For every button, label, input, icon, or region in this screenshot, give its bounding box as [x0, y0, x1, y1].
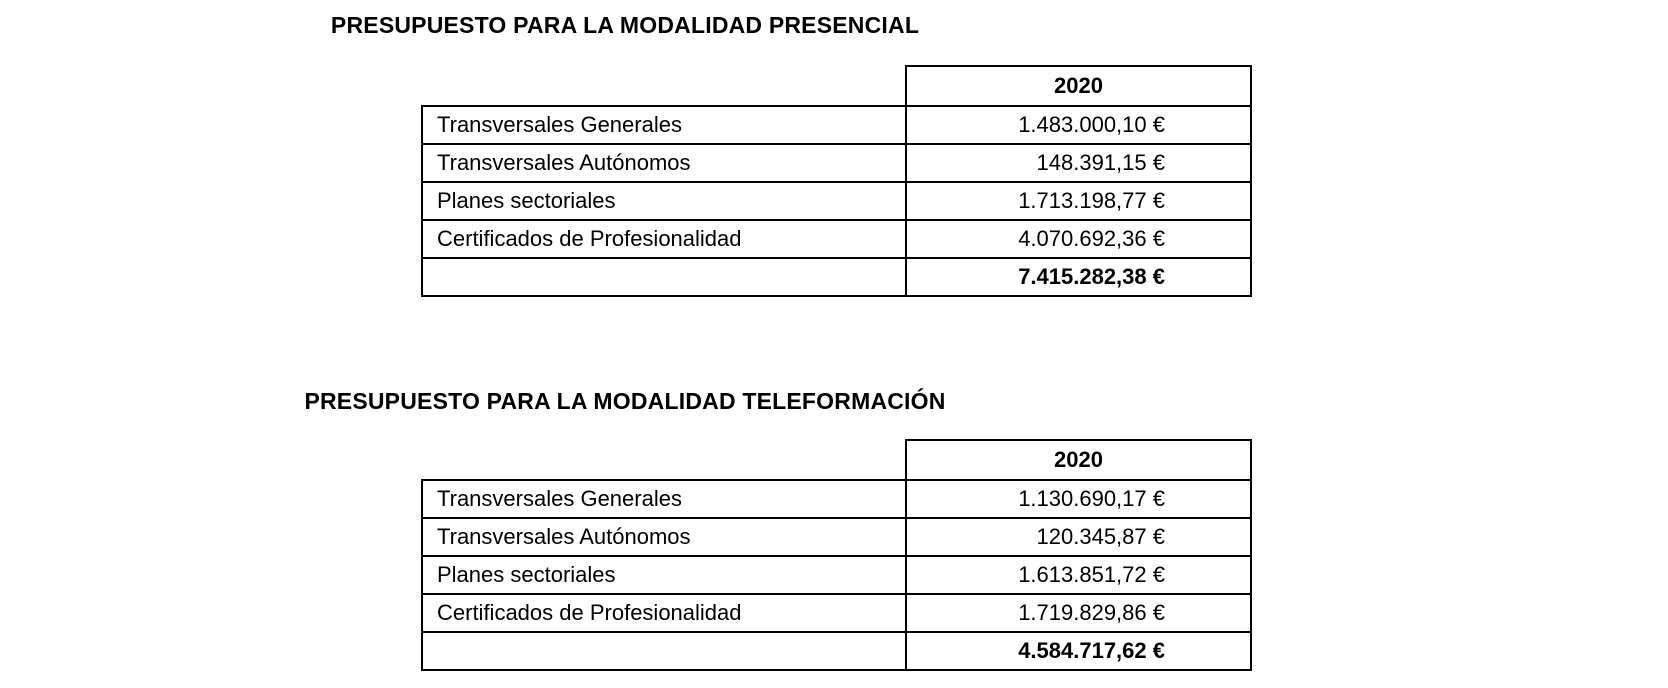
row-value: 1.713.198,77 € [906, 182, 1251, 220]
header-empty-cell [422, 66, 906, 106]
row-label: Certificados de Profesionalidad [422, 594, 906, 632]
row-label: Planes sectoriales [422, 182, 906, 220]
table-row [422, 144, 1251, 182]
table-row [422, 594, 1251, 632]
row-label: Transversales Generales [422, 480, 906, 518]
year-header: 2020 [906, 440, 1251, 480]
row-value: 1.130.690,17 € [906, 480, 1251, 518]
row-value: 1.613.851,72 € [906, 556, 1251, 594]
section-title-presencial: PRESUPUESTO PARA LA MODALIDAD PRESENCIAL [330, 12, 920, 38]
table-row [422, 480, 1251, 518]
table-row [422, 182, 1251, 220]
table-header-row [422, 66, 1251, 106]
section-title-teleformacion: PRESUPUESTO PARA LA MODALIDAD TELEFORMACIÓN [304, 388, 946, 414]
total-label-empty [422, 258, 906, 296]
header-empty-cell [422, 440, 906, 480]
row-value: 148.391,15 € [906, 144, 1251, 182]
row-label: Transversales Generales [422, 106, 906, 144]
row-value: 4.070.692,36 € [906, 220, 1251, 258]
row-label: Transversales Autónomos [422, 518, 906, 556]
table-header-row [422, 440, 1251, 480]
table-row [422, 220, 1251, 258]
budget-table-teleformacion [421, 439, 1252, 671]
table-row [422, 556, 1251, 594]
total-value: 7.415.282,38 € [906, 258, 1251, 296]
row-label: Certificados de Profesionalidad [422, 220, 906, 258]
table-row [422, 106, 1251, 144]
row-value: 120.345,87 € [906, 518, 1251, 556]
row-value: 1.483.000,10 € [906, 106, 1251, 144]
total-value: 4.584.717,62 € [906, 632, 1251, 670]
row-label: Transversales Autónomos [422, 144, 906, 182]
total-row [422, 632, 1251, 670]
year-header: 2020 [906, 66, 1251, 106]
budget-table-presencial [421, 65, 1252, 297]
table-row [422, 518, 1251, 556]
row-value: 1.719.829,86 € [906, 594, 1251, 632]
total-row [422, 258, 1251, 296]
total-label-empty [422, 632, 906, 670]
row-label: Planes sectoriales [422, 556, 906, 594]
